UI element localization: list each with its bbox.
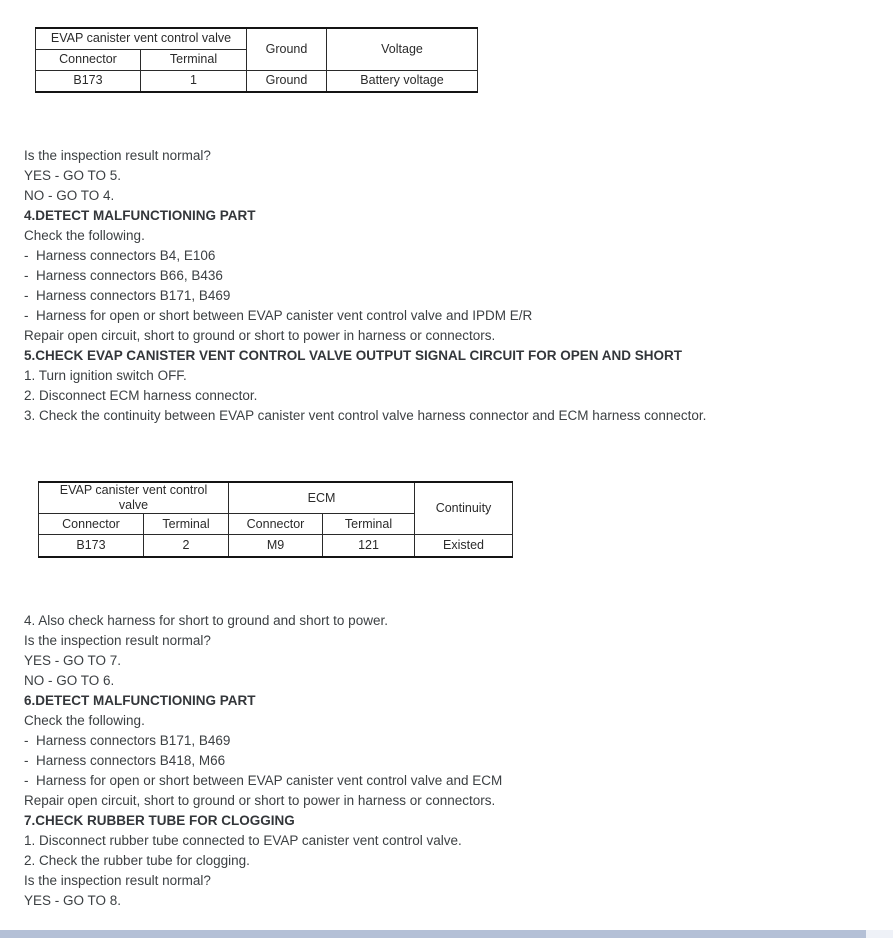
table2-col-terminal2: Terminal <box>323 514 415 535</box>
table2-cell-connector2: M9 <box>229 535 323 557</box>
text-line: NO - GO TO 6. <box>24 672 115 688</box>
continuity-check-table <box>38 481 513 558</box>
text-line: Check the following. <box>24 712 145 728</box>
text-line: Repair open circuit, short to ground or short to power in harness or connectors. <box>24 328 496 343</box>
procedure-text-section-2 <box>0 611 893 911</box>
list-item: - Harness connectors B171, B469 <box>24 732 231 748</box>
horizontal-scrollbar-thumb[interactable] <box>0 930 866 938</box>
table2-cell-terminal2: 121 <box>323 535 415 557</box>
list-item: - Harness connectors B171, B469 <box>24 288 231 303</box>
text-line: Is the inspection result normal? <box>24 872 211 888</box>
table1-group-header: EVAP canister vent control valve <box>36 28 247 49</box>
list-item: - Harness connectors B66, B436 <box>24 268 223 283</box>
table1-cell-terminal: 1 <box>141 70 247 92</box>
text-line: 1. Disconnect rubber tube connected to EVAP canister vent control valve. <box>24 832 462 848</box>
table2-cell-continuity: Existed <box>415 535 513 557</box>
step-heading: 5.CHECK EVAP CANISTER VENT CONTROL VALVE OUTPUT SIGNAL CIRCUIT FOR OPEN AND SHORT <box>24 348 683 363</box>
list-item: - Harness for open or short between EVAP canister vent control valve and IPDM E/R <box>24 308 533 323</box>
table1-col-connector: Connector <box>36 49 141 70</box>
text-line: Check the following. <box>24 228 145 243</box>
table1-col-ground: Ground <box>247 28 327 70</box>
list-item: - Harness for open or short between EVAP canister vent control valve and ECM <box>24 772 503 788</box>
table2-group1-header: EVAP canister vent control valve <box>39 482 229 514</box>
table2-group2-header: ECM <box>229 482 415 514</box>
text-line: 1. Turn ignition switch OFF. <box>24 368 187 383</box>
text-line: Repair open circuit, short to ground or short to power in harness or connectors. <box>24 792 496 808</box>
table1-cell-connector: B173 <box>36 70 141 92</box>
text-line: NO - GO TO 4. <box>24 188 115 203</box>
table1-col-voltage: Voltage <box>327 28 478 70</box>
table2-col-connector2: Connector <box>229 514 323 535</box>
text-line: YES - GO TO 8. <box>24 892 122 908</box>
procedure-text-section-1 <box>0 146 893 426</box>
table1-cell-voltage: Battery voltage <box>327 70 478 92</box>
step-heading: 6.DETECT MALFUNCTIONING PART <box>24 692 256 708</box>
step-heading: 7.CHECK RUBBER TUBE FOR CLOGGING <box>24 812 295 828</box>
table2-cell-connector1: B173 <box>39 535 144 557</box>
text-line: Is the inspection result normal? <box>24 148 211 163</box>
table1-cell-ground: Ground <box>247 70 327 92</box>
horizontal-scrollbar[interactable] <box>0 930 893 938</box>
table-row <box>39 482 513 514</box>
table2-col-terminal1: Terminal <box>144 514 229 535</box>
text-line: 4. Also check harness for short to ground and short to power. <box>24 612 388 628</box>
table2-col-connector1: Connector <box>39 514 144 535</box>
text-line: YES - GO TO 7. <box>24 652 122 668</box>
table-row <box>36 70 478 92</box>
table-row <box>39 535 513 557</box>
text-line: Is the inspection result normal? <box>24 632 211 648</box>
table-row <box>36 28 478 49</box>
text-line: 3. Check the continuity between EVAP canister vent control valve harness connector and ECM harness connector. <box>24 408 707 423</box>
step-heading: 4.DETECT MALFUNCTIONING PART <box>24 208 256 223</box>
list-item: - Harness connectors B418, M66 <box>24 752 226 768</box>
table1-col-terminal: Terminal <box>141 49 247 70</box>
table2-cell-terminal1: 2 <box>144 535 229 557</box>
list-item: - Harness connectors B4, E106 <box>24 248 216 263</box>
text-line: 2. Disconnect ECM harness connector. <box>24 388 258 403</box>
voltage-check-table <box>35 27 478 93</box>
text-line: YES - GO TO 5. <box>24 168 122 183</box>
table2-col-continuity: Continuity <box>415 482 513 535</box>
text-line: 2. Check the rubber tube for clogging. <box>24 852 250 868</box>
